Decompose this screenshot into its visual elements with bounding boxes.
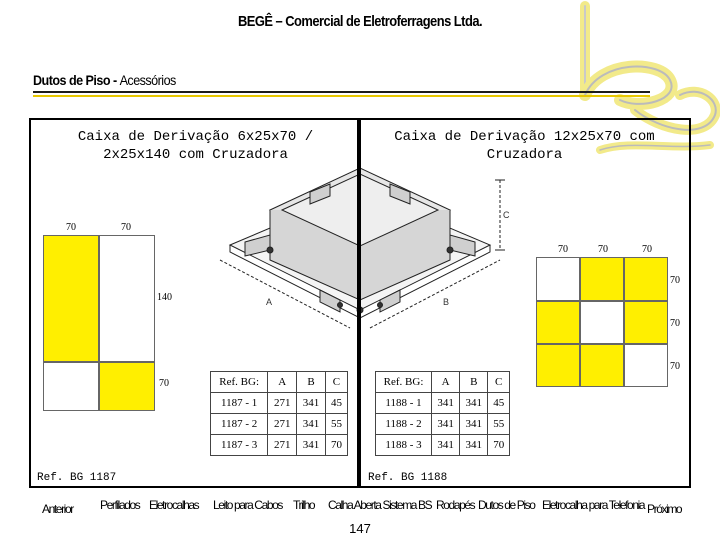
section-title-bold: Dutos de Piso - [33,72,120,88]
right-spec-table [375,371,510,456]
left-spec-table [210,371,348,456]
table-header-row [211,372,348,393]
table-header: B [460,372,488,393]
table-header: B [297,372,326,393]
table-cell: 341 [460,393,488,414]
table-cell: 1187 - 2 [211,414,268,435]
right-dim-side-1: 70 [670,275,680,286]
right-dim-top-3: 70 [642,244,652,255]
table-cell: 341 [432,414,460,435]
right-cell [624,301,668,344]
table-cell: 1187 - 3 [211,435,268,456]
left-product-title: Caixa de Derivação 6x25x70 / 2x25x140 com Cruzadora [77,129,314,163]
table-row [211,393,348,414]
nav-previous-link[interactable]: Anterior [42,502,73,516]
table-cell: 271 [268,393,297,414]
table-header: C [325,372,347,393]
table-cell: 341 [460,414,488,435]
nav-link[interactable]: Rodapés [436,498,475,512]
dim-label-c: C [503,210,510,220]
section-title [33,72,176,88]
table-cell: 55 [325,414,347,435]
table-cell: 341 [460,435,488,456]
nav-link[interactable]: Eletrocalhas [149,498,199,512]
table-cell: 1187 - 1 [211,393,268,414]
table-header: A [432,372,460,393]
nav-link[interactable]: Calha Aberta Sistema BS [328,498,432,512]
table-cell: 341 [432,435,460,456]
header-rule [33,91,650,93]
table-cell: 55 [488,414,510,435]
right-dim-top-1: 70 [558,244,568,255]
left-cell [99,235,155,362]
company-title: BEGÊ – Comercial de Eletroferragens Ltda. [237,13,483,30]
nav-link[interactable]: Dutos de Piso [478,498,535,512]
nav-next-link[interactable]: Próximo [647,502,682,516]
table-header: Ref. BG: [211,372,268,393]
right-ref-label: Ref. BG 1188 [368,472,448,484]
section-title-sub: Acessórios [119,72,176,88]
table-cell: 70 [488,435,510,456]
nav-link[interactable]: Perfilados [100,498,140,512]
table-cell: 1188 - 3 [376,435,432,456]
table-cell: 341 [297,393,326,414]
right-cell [624,344,668,387]
table-cell: 271 [268,414,297,435]
right-cell [624,257,668,301]
left-cell [43,235,99,362]
table-header: C [488,372,510,393]
right-cell [580,301,624,344]
left-ref-label: Ref. BG 1187 [37,472,117,484]
nav-link[interactable]: Eletrocalha para Telefonia [542,498,645,512]
dim-label-a: A [266,297,273,307]
table-row [376,414,510,435]
right-dim-top-2: 70 [598,244,608,255]
right-dim-side-2: 70 [670,318,680,329]
table-cell: 45 [488,393,510,414]
header-rule-yellow [33,95,650,97]
left-dim-side-1: 140 [157,292,172,303]
table-cell: 1188 - 2 [376,414,432,435]
right-cell [536,301,580,344]
right-dim-side-3: 70 [670,361,680,372]
right-product-title: Caixa de Derivação 12x25x70 com Cruzadora [394,129,655,163]
nav-link[interactable]: Leito para Cabos [213,498,282,512]
nav-link[interactable]: Trilho [293,498,315,512]
table-cell: 1188 - 1 [376,393,432,414]
table-row [376,435,510,456]
table-cell: 341 [297,435,326,456]
right-cell [580,257,624,301]
table-row [211,435,348,456]
table-cell: 271 [268,435,297,456]
left-cell [99,362,155,411]
table-cell: 341 [432,393,460,414]
left-compartment-grid [43,235,155,411]
table-header: A [268,372,297,393]
nav-bar [30,496,690,518]
table-cell: 45 [325,393,347,414]
left-dim-side-2: 70 [159,378,169,389]
table-header-row [376,372,510,393]
left-cell [43,362,99,411]
right-cell [536,257,580,301]
left-dim-top-2: 70 [121,222,131,233]
dim-label-b: B [443,297,450,307]
table-header: Ref. BG: [376,372,432,393]
page-number: 147 [349,521,371,536]
table-row [211,414,348,435]
right-cell [536,344,580,387]
table-cell: 70 [325,435,347,456]
panel-divider [357,118,361,488]
table-row [376,393,510,414]
table-cell: 341 [297,414,326,435]
right-compartment-grid [536,257,668,387]
right-cell [580,344,624,387]
left-dim-top-1: 70 [66,222,76,233]
